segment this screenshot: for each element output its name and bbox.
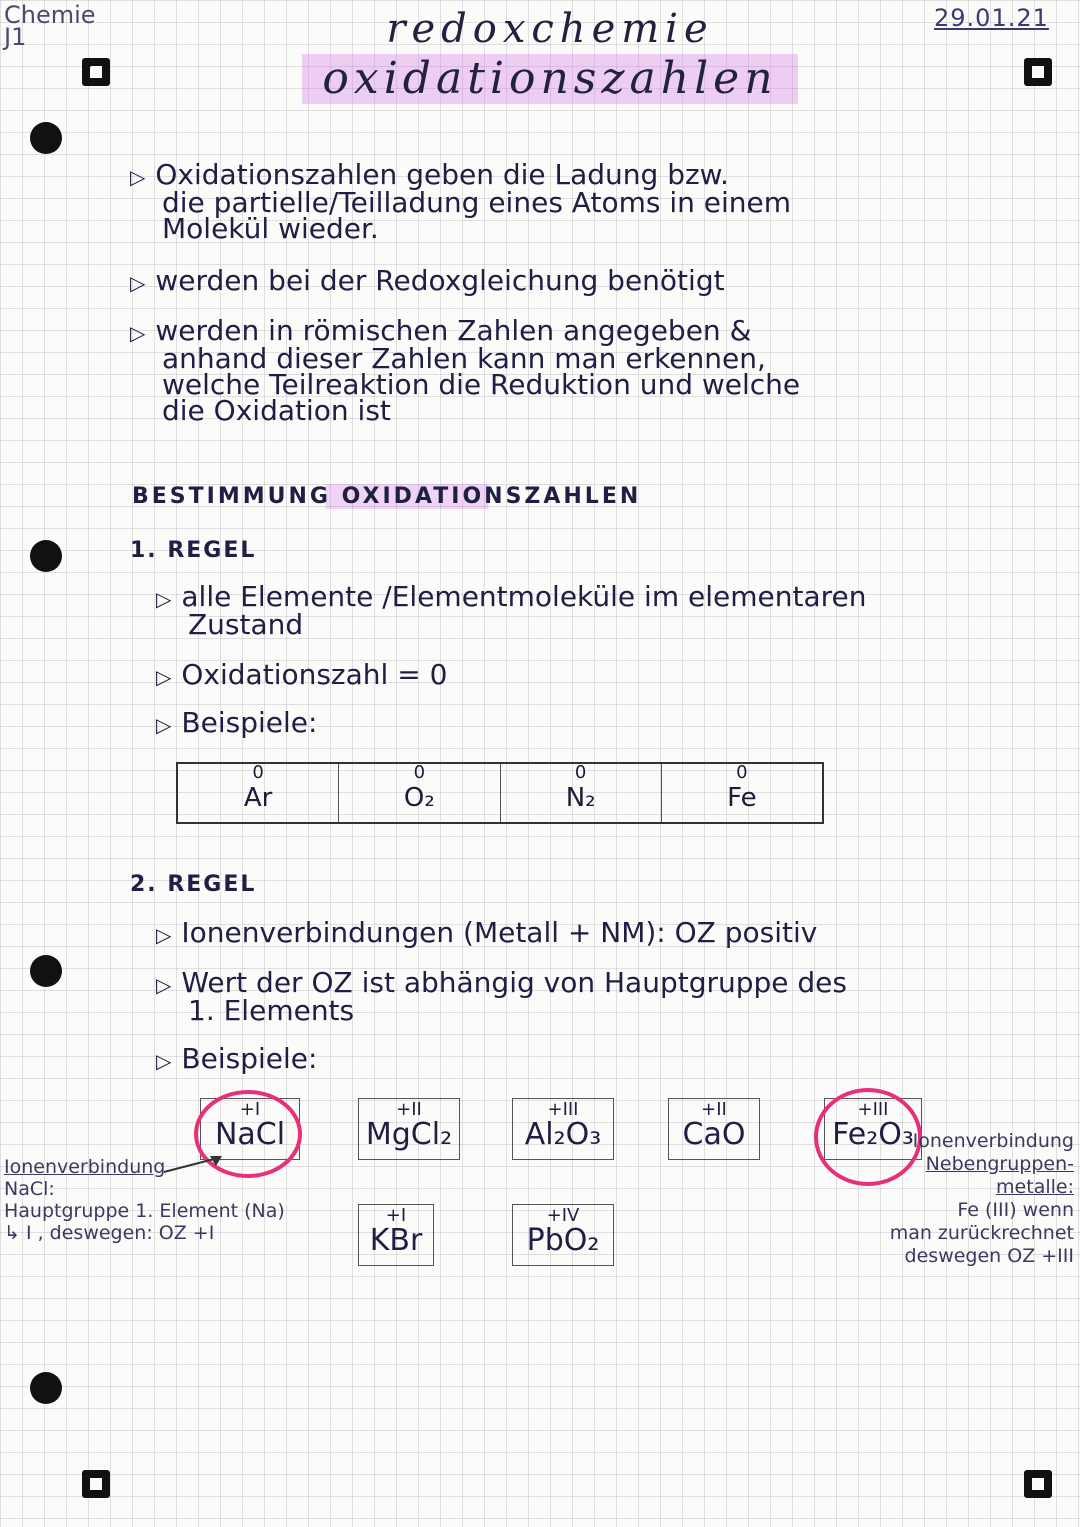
triangle-bullet-icon: ▷ [130, 321, 146, 345]
triangle-bullet-icon: ▷ [156, 923, 172, 947]
corner-marker-top-left [82, 58, 110, 86]
subject-label [4, 1, 96, 51]
rule2-point-1: ▷ Ionenverbindungen (Metall + NM): OZ positiv [156, 916, 818, 949]
triangle-bullet-icon: ▷ [156, 1049, 172, 1073]
triangle-bullet-icon: ▷ [130, 165, 146, 189]
note-left: Ionenverbindung NaCl: Hauptgruppe 1. Element (Na) ↳ I , deswegen: OZ +I [4, 1156, 285, 1244]
rule1-point-2: ▷ Oxidationszahl = 0 [156, 658, 448, 691]
triangle-bullet-icon: ▷ [156, 665, 172, 689]
class-text: J1 [4, 23, 27, 51]
section-title: BESTIMMUNG OXIDATIONSZAHLEN [132, 484, 642, 509]
intro-bullet-3: ▷ werden in römischen Zahlen angegeben & anhand dieser Zahlen kann man erkennen, welche Teilreaktion die Reduktion und welche die Oxidation ist [130, 314, 801, 427]
triangle-bullet-icon: ▷ [130, 271, 146, 295]
example-box-mgcl2: +II MgCl₂ [358, 1098, 460, 1160]
example-box-nacl: +I NaCl [200, 1098, 300, 1160]
rule2-point-2: ▷ Wert der OZ ist abhängig von Hauptgruppe des 1. Elements [156, 966, 847, 1027]
corner-marker-bottom-left [82, 1470, 110, 1498]
rule1-example-cell: 0 N₂ [501, 764, 662, 822]
page-title [230, 4, 870, 104]
date: 29.01.21 [934, 4, 1049, 32]
rule1-heading: 1. REGEL [130, 538, 257, 563]
punch-hole [30, 1372, 62, 1404]
intro-bullet-2: ▷ werden bei der Redoxgleichung benötigt [130, 264, 725, 297]
example-box-pbo2: +IV PbO₂ [512, 1204, 614, 1266]
triangle-bullet-icon: ▷ [156, 713, 172, 737]
rule1-example-cell: 0 O₂ [339, 764, 500, 822]
note-right: Ionenverbindung Nebengruppen- metalle: Fe (III) wenn man zurückrechnet deswegen OZ +III [889, 1130, 1074, 1267]
example-box-kbr: +I KBr [358, 1204, 434, 1266]
subject-text: Chemie [4, 1, 96, 29]
example-box-fe2o3: +III Fe₂O₃ [824, 1098, 922, 1160]
punch-hole [30, 955, 62, 987]
rule1-example-cell: 0 Ar [178, 764, 339, 822]
rule1-examples-table [176, 762, 824, 824]
corner-marker-top-right [1024, 58, 1052, 86]
example-box-cao: +II CaO [668, 1098, 760, 1160]
triangle-bullet-icon: ▷ [156, 973, 172, 997]
rule1-point-3: ▷ Beispiele: [156, 706, 318, 739]
example-box-al2o3: +III Al₂O₃ [512, 1098, 614, 1160]
punch-hole [30, 122, 62, 154]
rule2-point-3: ▷ Beispiele: [156, 1042, 318, 1075]
rule1-point-1: ▷ alle Elemente /Elementmoleküle im elementaren Zustand [156, 580, 867, 641]
triangle-bullet-icon: ▷ [156, 587, 172, 611]
rule1-example-cell: 0 Fe [727, 762, 757, 813]
rule2-heading: 2. REGEL [130, 872, 257, 897]
punch-hole [30, 540, 62, 572]
arrow-icon [160, 1150, 230, 1180]
title-line-1: redoxchemie [386, 6, 714, 52]
corner-marker-bottom-right [1024, 1470, 1052, 1498]
intro-bullet-1: ▷ Oxidationszahlen geben die Ladung bzw. die partielle/Teilladung eines Atoms in einem Molekül wieder. [130, 158, 792, 245]
title-line-2: oxidationszahlen [302, 54, 797, 104]
